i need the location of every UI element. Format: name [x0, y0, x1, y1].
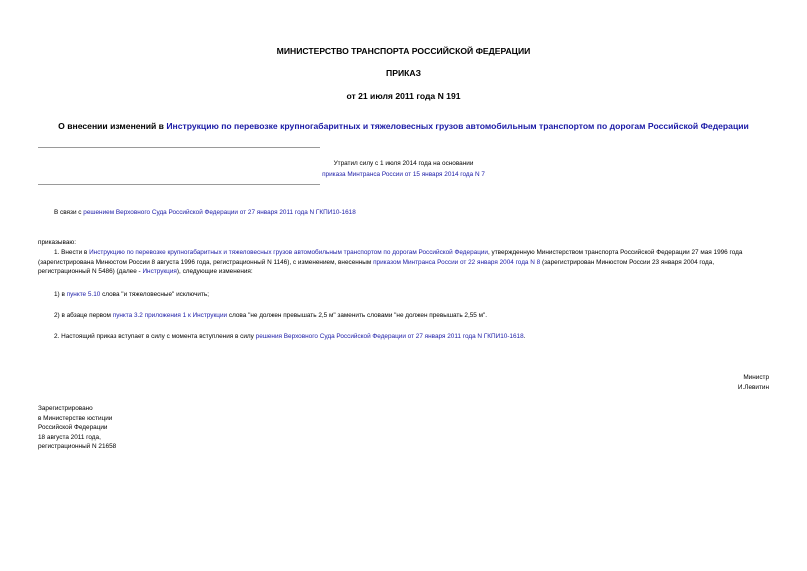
item-2-paragraph: [54, 332, 525, 342]
item-1-paragraph: [38, 248, 768, 277]
doc-type-heading: ПРИКАЗ: [386, 68, 421, 78]
item-1-text-a: 1. Внести в: [54, 249, 90, 256]
clause-3-2-appendix-link[interactable]: пункта 3.2 приложения 1 к Инструкции: [112, 312, 228, 319]
registration-block: [38, 404, 116, 452]
amendment-order-link[interactable]: приказом Минтранса России от 22 января 2004 года N 8: [373, 258, 541, 266]
divider-bottom: [38, 184, 320, 185]
divider-top: [38, 147, 320, 148]
title-prefix: О внесении изменений в: [58, 121, 167, 131]
signer-position: Министр: [743, 374, 769, 381]
item-2-text-b: .: [523, 333, 526, 340]
ministry-heading: МИНИСТЕРСТВО ТРАНСПОРТА РОССИЙСКОЙ ФЕДЕРАЦИИ: [276, 46, 531, 56]
basis-paragraph: [54, 208, 356, 218]
clause-5-10-link[interactable]: пункте 5.10: [66, 291, 101, 298]
date-number-heading: от 21 июля 2011 года N 191: [346, 91, 461, 101]
registration-line: 18 августа 2011 года,: [38, 433, 101, 441]
basis-prefix: В связи с: [54, 209, 84, 216]
registration-line: Российской Федерации: [38, 424, 108, 432]
signer-name: И.Левитин: [737, 383, 769, 391]
item-1-text-c: (зарегистрирован Минюстом России 23 января 2004 года, регистрационный N 5486) (далее -: [38, 258, 715, 276]
supreme-court-decision-link[interactable]: решением Верховного Суда Российской Федерации от 27 января 2011 года N ГКПИ10-1618: [83, 209, 356, 216]
registration-line: Зарегистрировано: [38, 405, 93, 412]
repeal-order-link[interactable]: приказа Минтранса России от 15 января 2014 года N 7: [322, 170, 485, 178]
court-decision-link[interactable]: решения Верховного Суда Российской Федерации от 27 января 2011 года N ГКПИ10-1618: [255, 333, 524, 340]
subitem-2-text-a: 2) в абзаце первом: [54, 312, 113, 319]
subitem-1-text-b: слова "и тяжеловесные" исключить;: [100, 291, 210, 298]
registration-line: регистрационный N 21658: [38, 443, 117, 451]
instruction-link[interactable]: Инструкцию по перевозке крупногабаритных и тяжеловесных грузов автомобильным транспортом по дорогам Российской Федерации: [89, 249, 488, 256]
item-1-text-d: ), следующие изменения:: [176, 268, 253, 276]
item-2-text-a: 2. Настоящий приказ вступает в силу с момента вступления в силу: [54, 333, 256, 340]
status-note-text: Утратил силу с 1 июля 2014 года на основании: [333, 160, 474, 167]
subitem-1: [54, 290, 209, 300]
registration-line: в Министерстве юстиции: [38, 414, 113, 422]
instruction-short-link[interactable]: Инструкция: [142, 268, 177, 276]
subitem-2-text-b: слова "не должен превышать 2,5 м" заменить словами "не должен превышать 2,55 м".: [227, 312, 488, 319]
order-word: приказываю:: [38, 239, 76, 246]
instruction-title-link[interactable]: Инструкцию по перевозке крупногабаритных и тяжеловесных грузов автомобильным транспортом по дорогам Российской Федерации: [166, 121, 749, 131]
status-note: [0, 159, 807, 179]
item-1-text-b: , утвержденную Министерством транспорта Российской Федерации 27 мая 1996 года (зарегистрирована Минюстом России 8 августа 1996 года, регистрационный N 1146), с изменением, внесенным: [38, 249, 743, 266]
document-title: [0, 121, 807, 131]
subitem-1-text-a: 1) в: [54, 291, 67, 298]
subitem-2: [54, 311, 487, 321]
signature-block: [738, 373, 769, 392]
